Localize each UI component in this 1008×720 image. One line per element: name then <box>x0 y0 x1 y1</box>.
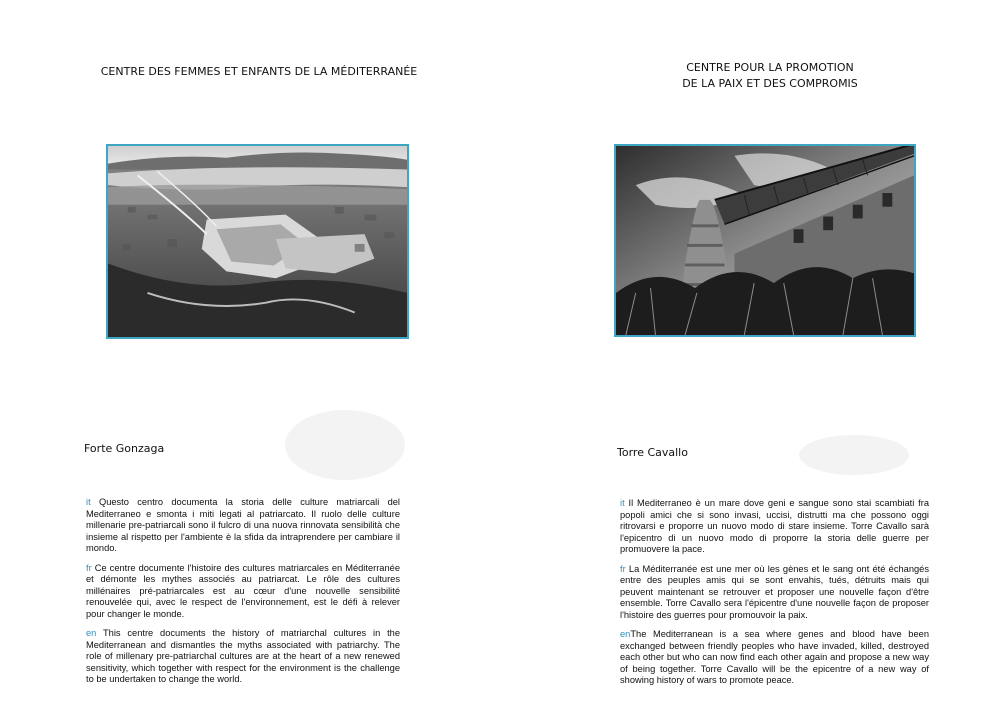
left-place-name: Forte Gonzaga <box>84 442 165 455</box>
left-paragraph-it <box>86 497 400 555</box>
left-title: CENTRE DES FEMMES ET ENFANTS DE LA MÉDITERRANÉE <box>100 65 418 78</box>
torre-cavallo-photo <box>614 144 916 337</box>
right-title-line1: CENTRE POUR LA PROMOTION <box>686 61 854 74</box>
right-text-it: Il Mediterraneo è un mare dove geni e sangue sono stai scambiati fra popoli amici che si sono invasi, uccisi, distrutti ma che possono oggi ritrovarsi e proporre un nuovo modo di stare insieme. Torre Cavallo sarà l'epicentro di un nuovo modo di proporre la storia delle guerre per promuovere la pace. <box>620 498 929 554</box>
left-text-block <box>86 497 400 694</box>
faint-watermark <box>794 430 914 480</box>
left-paragraph-fr <box>86 563 400 621</box>
right-title <box>620 60 920 92</box>
right-page <box>504 0 1008 720</box>
right-place-name: Torre Cavallo <box>617 446 688 459</box>
right-paragraph-en <box>620 629 929 687</box>
right-text-en: The Mediterranean is a sea where genes and blood have been exchanged between friendly peoples who have invaded, killed, destroyed each other but who can now find each other again and propose a new way of being together. Torre Cavallo will be the epicentre of a new way of showing history of wars to promote peace. <box>620 629 929 685</box>
right-title-line2: DE LA PAIX ET DES COMPROMIS <box>682 77 858 90</box>
left-paragraph-en <box>86 628 400 686</box>
left-text-fr: Ce centre documente l'histoire des cultures matriarcales en Méditerranée et démonte les mythes associés au patriarcat. Le rôle des cultures millénaires pré-patriarcales est au cœur d'une nouvelle sensibilité renouvelée qui, avec le respect de l'environnement, est le défi à relever pour changer le monde. <box>86 562 400 619</box>
lang-tag-en: en <box>620 629 631 639</box>
lang-tag-it: it <box>620 498 625 508</box>
lang-tag-en: en <box>86 628 97 638</box>
left-text-it: Questo centro documenta la storia delle culture matriarcali del Mediterraneo e smonta i miti legati al patriarcato. Il ruolo delle culture millenarie pre-patriarcali sono il fulcro di una nuova rinnovata sensibilità che insieme al rispetto per l'ambiente è la sfida da intraprendere per cambiare il mondo. <box>86 497 400 553</box>
right-paragraph-it <box>620 498 929 556</box>
right-text-block <box>620 498 929 695</box>
left-text-en: This centre documents the history of matriarchal cultures in the Mediterranean and dismantles the myths associated with patriarchy. The role of millenary pre-patriarchal cultures are at the heart of a new renewed sensitivity, which together with respect for the environment is the challenge to be undertaken to change the world. <box>86 628 400 684</box>
lang-tag-fr: fr <box>620 563 626 574</box>
faint-watermark <box>280 400 410 490</box>
right-text-fr: La Méditerranée est une mer où les gènes et le sang ont été échangés entre des peuples amis qui se sont envahis, tués, détruits mais qui peuvent maintenant se retrouver et proposer une nouvelle façon d'être ensemble. Torre Cavallo sera l'épicentre d'une nouvelle façon de proposer l'histoire des guerres pour promouvoir la paix. <box>620 563 929 620</box>
right-paragraph-fr <box>620 564 929 622</box>
lang-tag-it: it <box>86 497 91 507</box>
forte-gonzaga-photo <box>106 144 409 339</box>
lang-tag-fr: fr <box>86 562 92 573</box>
